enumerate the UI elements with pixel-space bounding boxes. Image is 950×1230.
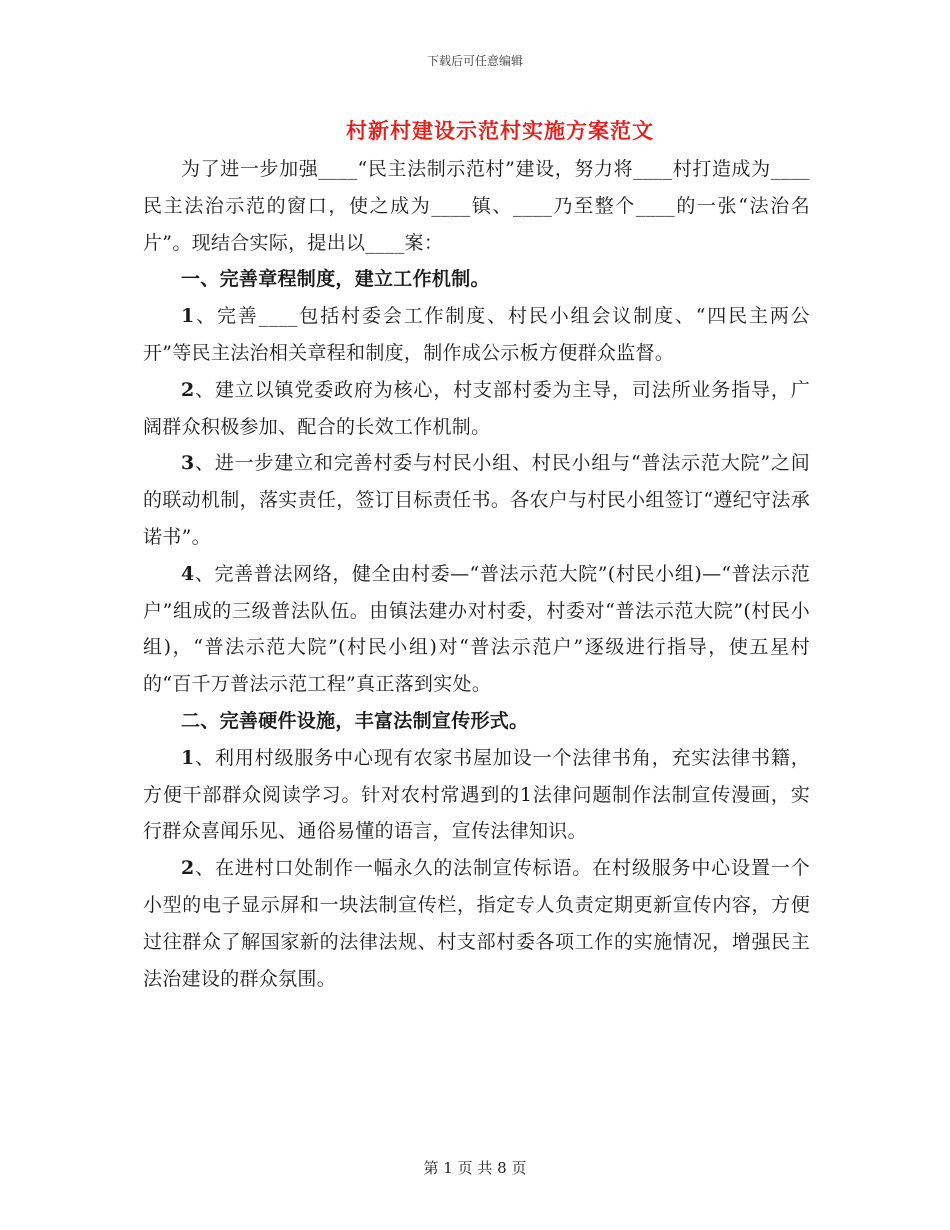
paragraph-text: 、利用村级服务中心现有农家书屋加设一个法律书角，充实法律书籍，方便干部群众阅读学习。针对农村常遇到的1法律问题制作法制宣传漫画，实行群众喜闻乐见、通俗易懂的语言，宣传法律知识。 bbox=[143, 746, 810, 843]
paragraph-text: 、完善普法网络，健全由村委—“普法示范大院”(村民小组)—“普法示范户”组成的三级普法队伍。由镇法建办对村委，村委对“普法示范大院”(村民小组)，“普法示范大院”(村民小组)对“普法示范户”逐级进行指导，使五星村的“百千万普法示范工程”真正落到实处。 bbox=[143, 562, 810, 696]
paragraph-1-1 bbox=[143, 298, 810, 372]
paragraph-text: 、进一步建立和完善村委与村民小组、村民小组与“普法示范大院”之间的联动机制，落实责任，签订目标责任书。各农户与村民小组签订“遵纪守法承诺书”。 bbox=[143, 452, 810, 548]
item-number: 1 bbox=[181, 746, 195, 769]
paragraph-1-2 bbox=[143, 372, 810, 446]
item-number: 2 bbox=[181, 378, 195, 401]
paragraph-1-4 bbox=[143, 556, 810, 703]
paragraph-text: 、完善____包括村委会工作制度、村民小组会议制度、“四民主两公开”等民主法治相关章程和制度，制作成公示板方便群众监督。 bbox=[143, 305, 810, 364]
section-heading-2: 二、完善硬件设施，丰富法制宣传形式。 bbox=[181, 709, 529, 732]
paragraph-2-1 bbox=[143, 740, 810, 850]
header-note: 下载后可任意编辑 bbox=[426, 54, 523, 68]
page-footer: 第 1 页 共 8 页 bbox=[423, 1159, 527, 1177]
intro-paragraph: 为了进一步加强____“民主法制示范村”建设，努力将____村打造成为____民主法治示范的窗口，使之成为____镇、____乃至整个____的一张“法治名片”。现结合实际，提出以____案： bbox=[143, 158, 810, 254]
item-number: 3 bbox=[181, 452, 195, 475]
paragraph-1-3 bbox=[143, 445, 810, 555]
document-body bbox=[143, 151, 810, 997]
document-title: 村新村建设示范村实施方案范文 bbox=[346, 118, 654, 143]
section-heading-1: 一、完善章程制度，建立工作机制。 bbox=[181, 268, 490, 291]
paragraph-text: 、在进村口处制作一幅永久的法制宣传标语。在村级服务中心设置一个小型的电子显示屏和一块法制宣传栏，指定专人负责定期更新宣传内容，方便过往群众了解国家新的法律法规、村支部村委各项工作的实施情况，增强民主法治建设的群众氛围。 bbox=[143, 857, 810, 990]
item-number: 2 bbox=[181, 857, 195, 880]
item-number: 1 bbox=[181, 305, 195, 328]
item-number: 4 bbox=[181, 562, 195, 585]
paragraph-2-2 bbox=[143, 850, 810, 997]
paragraph-text: 、建立以镇党委政府为核心，村支部村委为主导，司法所业务指导，广阔群众积极参加、配合的长效工作机制。 bbox=[143, 378, 810, 438]
